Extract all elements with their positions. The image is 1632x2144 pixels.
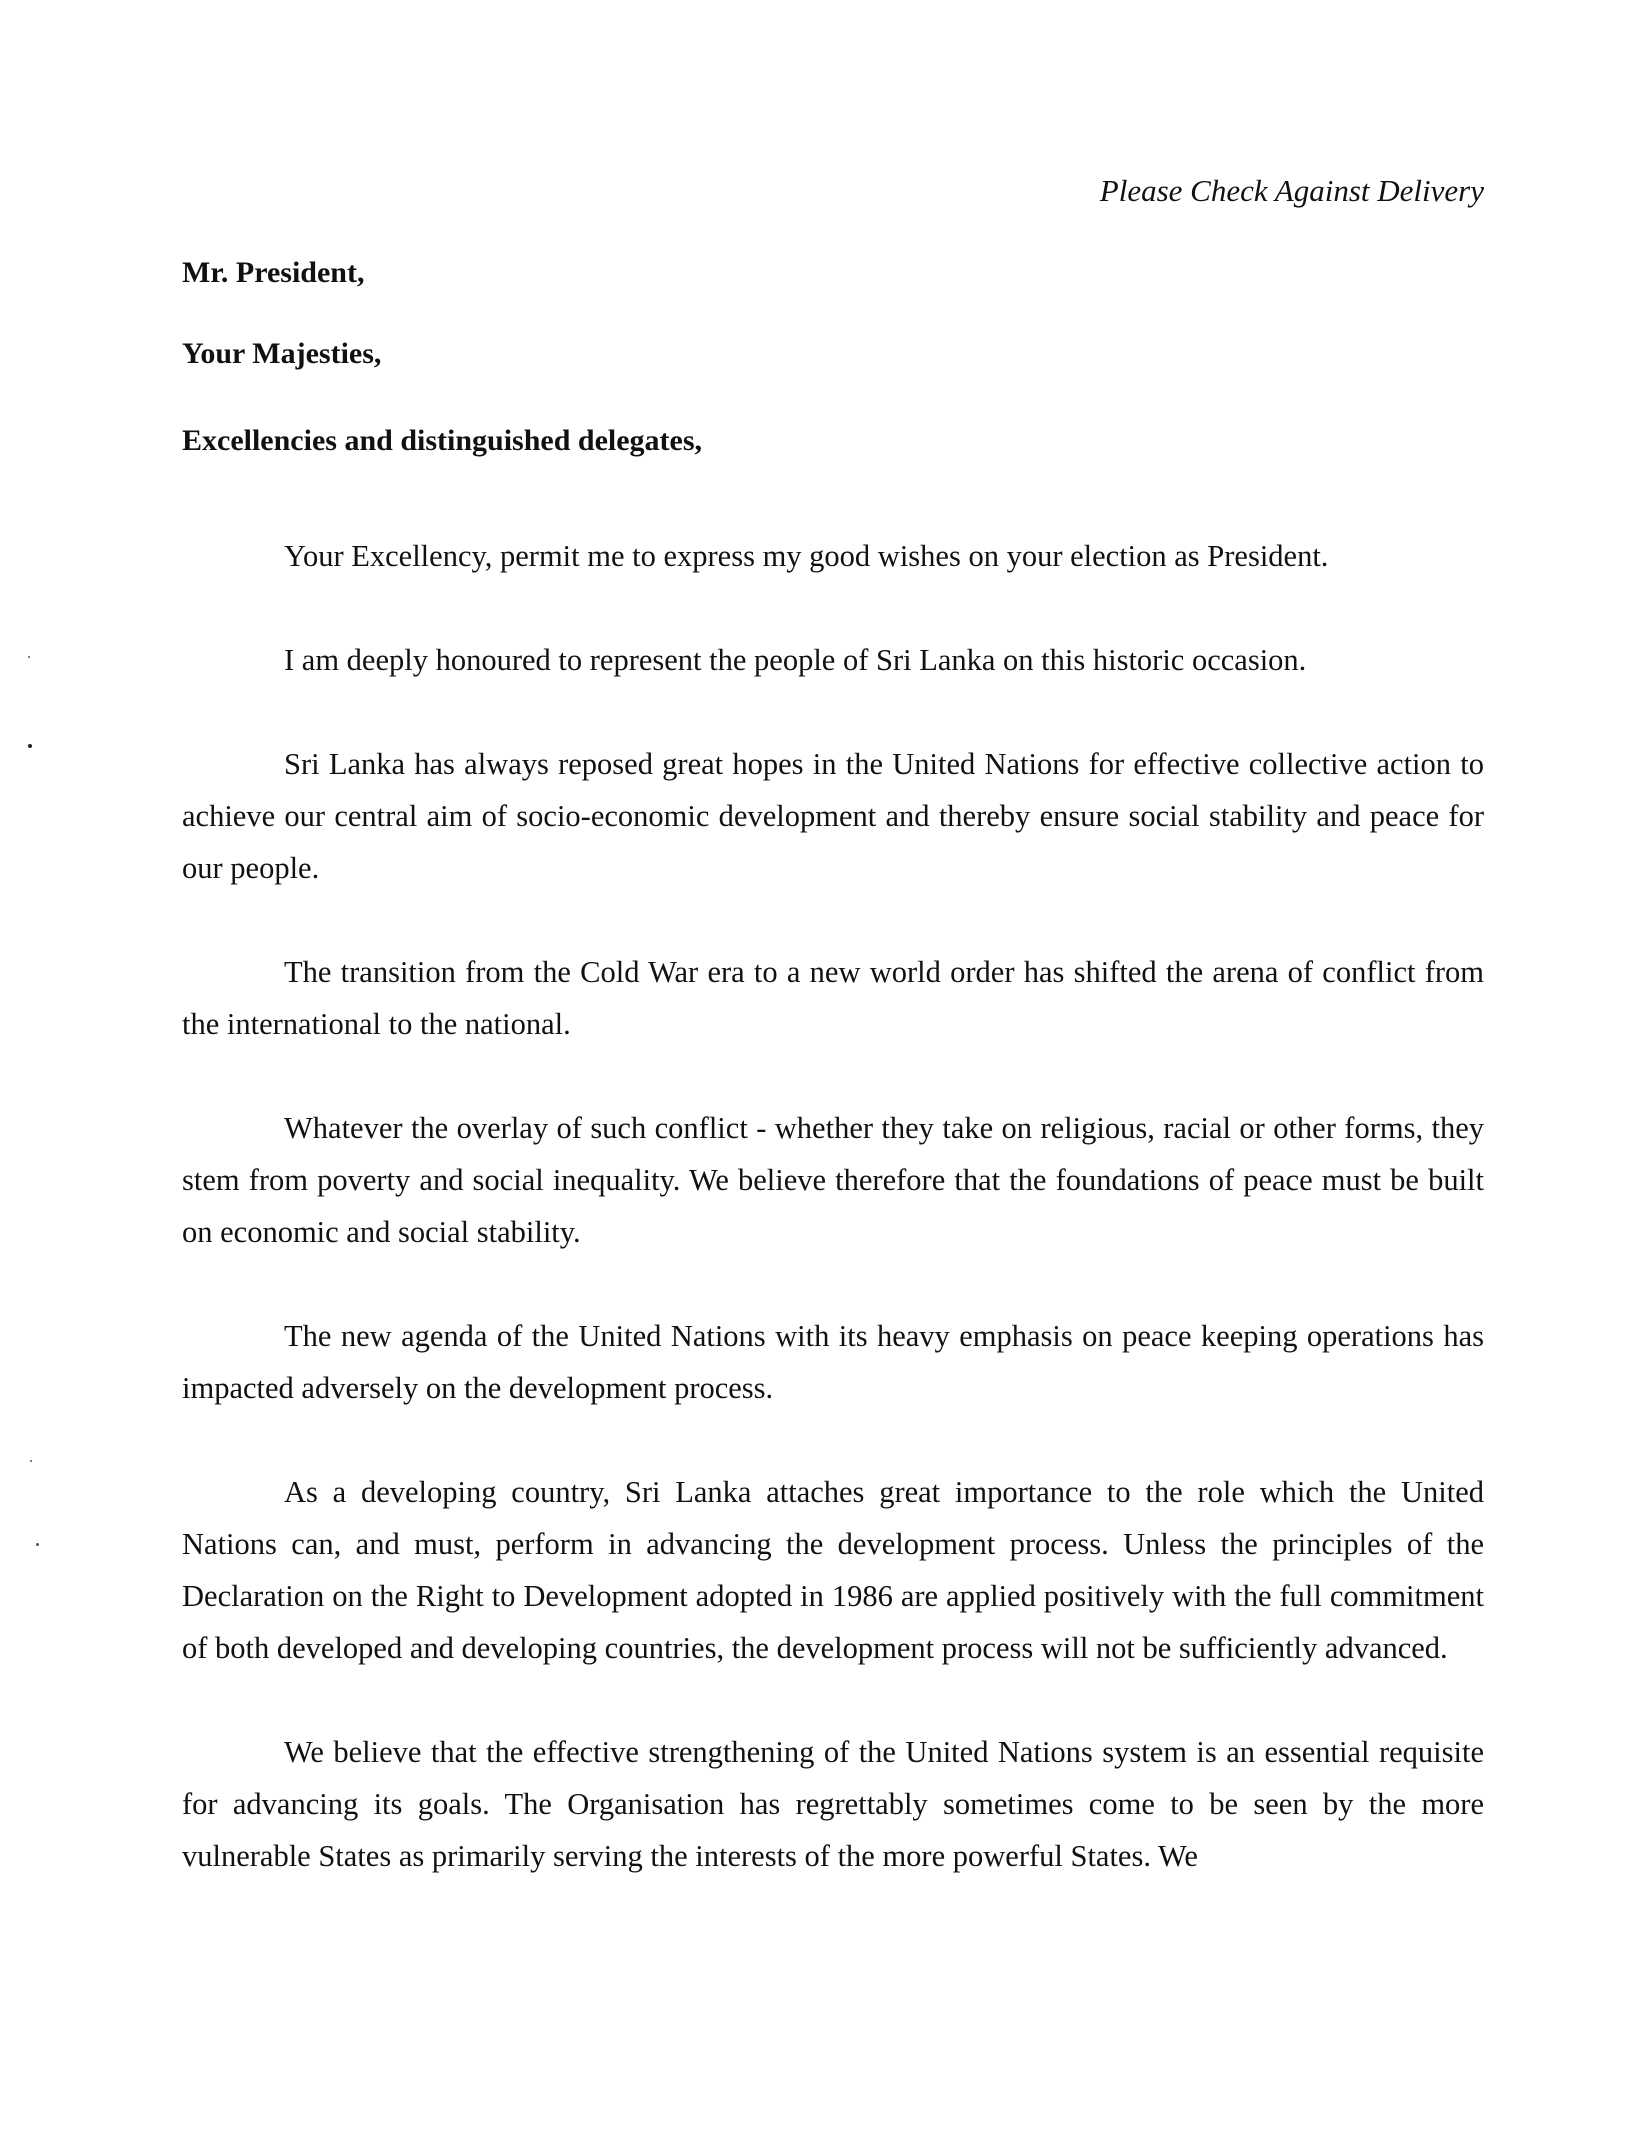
scan-speck xyxy=(30,1460,32,1462)
paragraph: I am deeply honoured to represent the people of Sri Lanka on this historic occasion. xyxy=(284,643,1307,677)
salutation-majesties: Your Majesties, xyxy=(182,337,382,370)
paragraph: Your Excellency, permit me to express my good wishes on your election as President. xyxy=(284,539,1329,573)
paragraph: The transition from the Cold War era to a new world order has shifted the arena of conflict from the international to the national. xyxy=(182,955,1484,1041)
paragraph: As a developing country, Sri Lanka attaches great importance to the role which the United Nations can, and must, perform in advancing the development process. Unless the principles of the Declaration on the Right to Development adopted in 1986 are applied positively with the full commitment of both developed and developing countries, the development process will not be sufficiently advanced. xyxy=(182,1475,1484,1665)
salutation-delegates: Excellencies and distinguished delegates, xyxy=(182,424,703,457)
paragraph: Sri Lanka has always reposed great hopes in the United Nations for effective collective action to achieve our central aim of socio-economic development and thereby ensure social stability and peace for our people. xyxy=(182,747,1484,885)
scan-speck xyxy=(28,656,30,658)
salutation-president: Mr. President, xyxy=(182,256,365,289)
scan-speck xyxy=(28,744,32,748)
paragraph: We believe that the effective strengthening of the United Nations system is an essential requisite for advancing its goals. The Organisation has regrettably sometimes come to be seen by the more vulnerable States as primarily serving the interests of the more powerful States. We xyxy=(182,1735,1484,1873)
paragraph: The new agenda of the United Nations with its heavy emphasis on peace keeping operations has impacted adversely on the development process. xyxy=(182,1319,1484,1405)
delivery-note: Please Check Against Delivery xyxy=(1099,173,1484,208)
paragraph: Whatever the overlay of such conflict - whether they take on religious, racial or other forms, they stem from poverty and social inequality. We believe therefore that the foundations of peace must be built on economic and social stability. xyxy=(182,1111,1484,1249)
scan-speck xyxy=(36,1543,39,1546)
speech-body xyxy=(182,530,1484,1882)
